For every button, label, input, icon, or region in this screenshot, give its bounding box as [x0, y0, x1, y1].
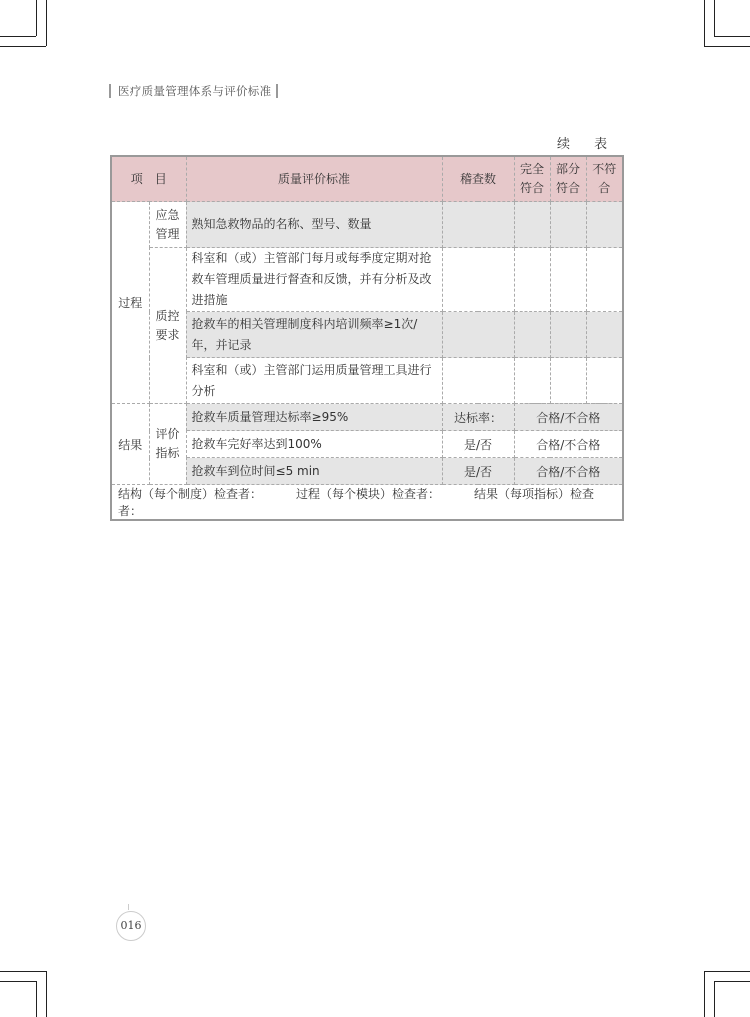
- crop-mark-bottom-right-v: [704, 971, 705, 1017]
- table-row: [111, 358, 623, 404]
- process-inspector: 过程（每个模块）检查者：: [296, 487, 441, 501]
- cell-check: 是/否: [442, 458, 514, 485]
- subsection-quality-control: 质控要求: [149, 248, 186, 404]
- cell-result: 合格/不合格: [514, 431, 623, 458]
- standard-text: 熟知急救物品的名称、型号、数量: [186, 202, 442, 248]
- quality-evaluation-table: [110, 155, 624, 521]
- crop-mark-bottom-left-v: [46, 971, 47, 1017]
- cell-check: 是/否: [442, 431, 514, 458]
- standard-text: 抢救车质量管理达标率≥95%: [186, 404, 442, 431]
- standard-text: 抢救车到位时间≤5 min: [186, 458, 442, 485]
- standard-text: 抢救车完好率达到100%: [186, 431, 442, 458]
- cell-full: [514, 248, 550, 312]
- table-row: [111, 431, 623, 458]
- crop-mark-top-left-h: [0, 46, 46, 47]
- table-row: [111, 248, 623, 312]
- cell-partial: [550, 202, 586, 248]
- page-number: 016: [116, 911, 146, 941]
- section-process: 过程: [111, 202, 149, 404]
- cell-partial: [550, 312, 586, 358]
- header-standard: 质量评价标准: [186, 156, 442, 202]
- cell-full: [514, 312, 550, 358]
- crop-mark-top-left-v: [46, 0, 47, 46]
- header-partial: 部分符合: [550, 156, 586, 202]
- cell-partial: [550, 248, 586, 312]
- cell-partial: [550, 358, 586, 404]
- cell-check: 达标率：: [442, 404, 514, 431]
- table-row: [111, 458, 623, 485]
- standard-text: 科室和（或）主管部门每月或每季度定期对抢救车管理质量进行督查和反馈，并有分析及改进措施: [186, 248, 442, 312]
- cell-non: [586, 202, 623, 248]
- table-footer-row: [111, 485, 623, 521]
- cell-non: [586, 312, 623, 358]
- header-divider-left: [109, 84, 111, 98]
- standard-text: 抢救车的相关管理制度科内培训频率≥1次/年，并记录: [186, 312, 442, 358]
- crop-mark-bottom-right-h2: [714, 981, 750, 982]
- continued-label: 续 表: [557, 137, 618, 152]
- crop-mark-top-right-v2: [714, 0, 715, 36]
- crop-mark-bottom-left-v2: [36, 981, 37, 1017]
- header-divider-right: [276, 84, 278, 98]
- structure-inspector: 结构（每个制度）检查者：: [118, 487, 263, 501]
- cell-non: [586, 358, 623, 404]
- cell-check: [442, 312, 514, 358]
- cell-result: 合格/不合格: [514, 404, 623, 431]
- standard-text: 科室和（或）主管部门运用质量管理工具进行分析: [186, 358, 442, 404]
- cell-result: 合格/不合格: [514, 458, 623, 485]
- crop-mark-bottom-right-h: [704, 971, 750, 972]
- crop-mark-bottom-left-h2: [0, 981, 36, 982]
- running-header-title: 医疗质量管理体系与评价标准: [118, 84, 272, 98]
- page-number-tick: [128, 904, 132, 910]
- result-inspector: 结果（每项指标）检查者：: [118, 487, 595, 518]
- cell-check: [442, 202, 514, 248]
- section-result: 结果: [111, 404, 149, 485]
- crop-mark-bottom-right-v2: [714, 981, 715, 1017]
- table-row: [111, 312, 623, 358]
- crop-mark-top-right-h: [704, 46, 750, 47]
- header-item: 项 目: [111, 156, 186, 202]
- header-check-count: 稽查数: [442, 156, 514, 202]
- cell-full: [514, 358, 550, 404]
- table-row: [111, 202, 623, 248]
- cell-non: [586, 248, 623, 312]
- cell-check: [442, 358, 514, 404]
- crop-mark-top-right-v: [704, 0, 705, 46]
- crop-mark-top-left-h2: [0, 36, 36, 37]
- table-header-row: [111, 156, 623, 202]
- crop-mark-top-left-v2: [36, 0, 37, 36]
- header-full: 完全符合: [514, 156, 550, 202]
- subsection-eval-index: 评价指标: [149, 404, 186, 485]
- cell-full: [514, 202, 550, 248]
- crop-mark-top-right-h2: [714, 36, 750, 37]
- cell-check: [442, 248, 514, 312]
- subsection-emergency: 应急管理: [149, 202, 186, 248]
- header-non: 不符合: [586, 156, 623, 202]
- table-row: [111, 404, 623, 431]
- crop-mark-bottom-left-h: [0, 971, 46, 972]
- inspectors-line: [111, 485, 623, 521]
